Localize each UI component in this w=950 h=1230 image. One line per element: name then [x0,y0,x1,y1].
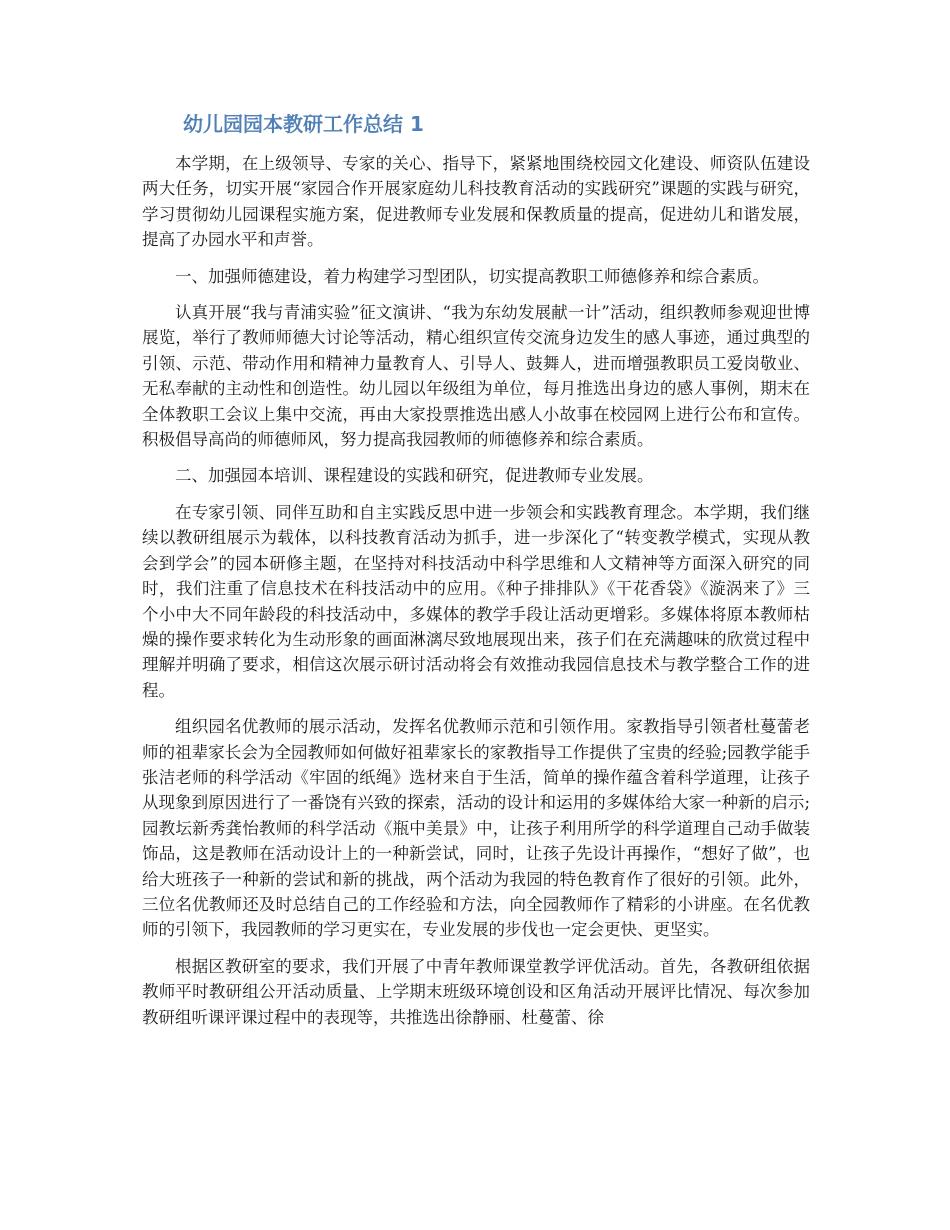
section-heading-2: 二、加强园本培训、课程建设的实践和研究，促进教师专业发展。 [175,466,654,486]
document-title: 幼儿园园本教研工作总结 1 [183,112,424,136]
document-body [142,151,810,1041]
paragraph-training: 在专家引领、同伴互助和自主实践反思中进一步领会和实践教育理念。本学期，我们继续以教研组展示为载体，以科技教育活动为抓手，进一步深化了“转变教学模式，实现从教会到学会”的园本研修主题，在坚持对科技活动中科学思维和人文精神等方面深入研究的同时，我们注重了信息技术在科技活动中的应用。《种子排排队》《干花香袋》《漩涡来了》三个小中大不同年龄段的科技活动中，多媒体的教学手段让活动更增彩。多媒体将原本教师枯燥的操作要求转化为生动形象的画面淋漓尽致地展现出来，孩子们在充满趣味的欣赏过程中理解并明确了要求，相信这次展示研讨活动将会有效推动我园信息技术与教学整合工作的进程。 [142,502,810,700]
paragraph-evaluation: 根据区教研室的要求，我们开展了中青年教师课堂教学评优活动。首先，各教研组依据教师平时教研组公开活动质量、上学期末班级环境创设和区角活动开展评比情况、每次参加教研组听课评课过程中的表现等，共推选出徐静丽、杜蔓蕾、徐 [142,956,810,1027]
section-heading-1: 一、加强师德建设，着力构建学习型团队，切实提高教职工师德修养和综合素质。 [175,266,769,286]
paragraph-model-teachers: 组织园名优教师的展示活动，发挥名优教师示范和引领作用。家教指导引领者杜蔓蕾老师的祖辈家长会为全园教师如何做好祖辈家长的家教指导工作提供了宝贵的经验;园教学能手张洁老师的科学活动《牢固的纸绳》选材来自于生活，简单的操作蕴含着科学道理，让孩子从现象到原因进行了一番饶有兴致的探索，活动的设计和运用的多媒体给大家一种新的启示;园教坛新秀龚怡教师的科学活动《瓶中美景》中，让孩子利用所学的科学道理自己动手做装饰品，这是教师在活动设计上的一种新尝试，同时，让孩子先设计再操作，“想好了做”，也给大班孩子一种新的尝试和新的挑战，两个活动为我园的特色教育作了很好的引领。此外，三位名优教师还及时总结自己的工作经验和方法，向全园教师作了精彩的小讲座。在名优教师的引领下，我园教师的学习更实在，专业发展的步伐也一定会更快、更坚实。 [142,717,810,940]
paragraph-intro: 本学期，在上级领导、专家的关心、指导下，紧紧地围绕校园文化建设、师资队伍建设两大任务，切实开展“家园合作开展家庭幼儿科技教育活动的实践研究”课题的实践与研究，学习贯彻幼儿园课程实施方案，促进教师专业发展和保教质量的提高，促进幼儿和谐发展，提高了办园水平和声誉。 [142,154,810,250]
paragraph-ethics: 认真开展“我与青浦实验”征文演讲、“我为东幼发展献一计”活动，组织教师参观迎世博展览，举行了教师师德大讨论等活动，精心组织宣传交流身边发生的感人事迹，通过典型的引领、示范、带动作用和精神力量教育人、引导人、鼓舞人，进而增强教职员工爱岗敬业、无私奉献的主动性和创造性。幼儿园以年级组为单位，每月推选出身边的感人事例，期末在全体教职工会议上集中交流，再由大家投票推选出感人小故事在校园网上进行公布和宣传。积极倡导高尚的师德师风，努力提高我园教师的师德修养和综合素质。 [142,303,810,450]
